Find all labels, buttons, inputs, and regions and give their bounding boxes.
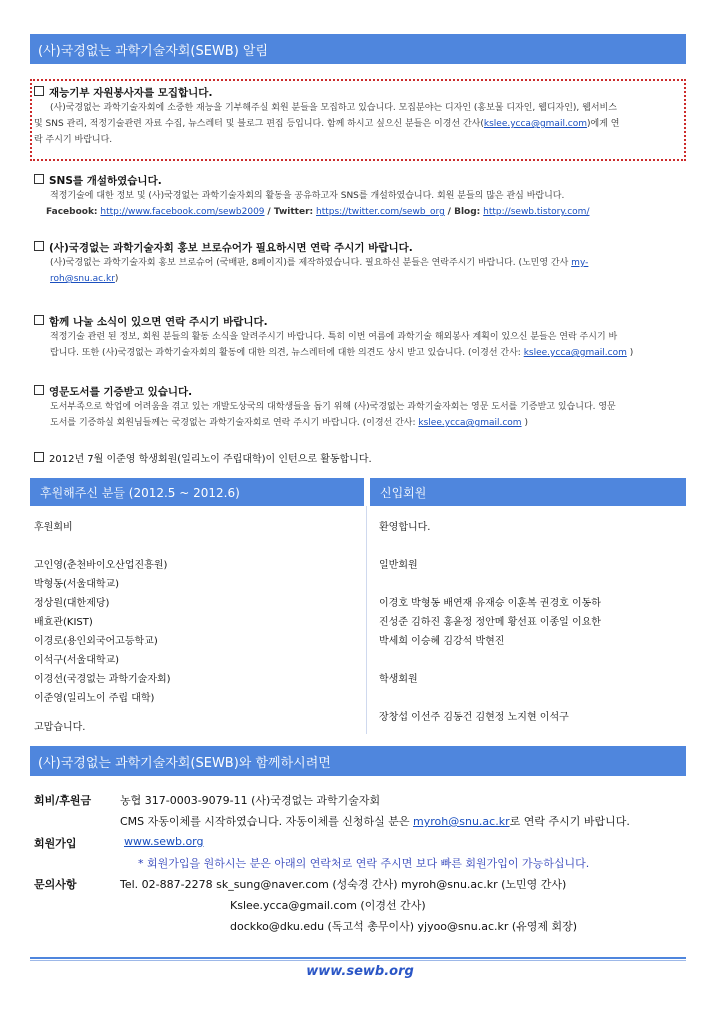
checkbox-icon [34, 385, 44, 395]
notice-title: 재능기부 자원봉사자를 모집합니다. [49, 87, 213, 99]
sponsor-name: 박형동(서울대학교) [34, 579, 120, 590]
notice-intern [34, 452, 684, 467]
notice-title: 영문도서를 기증받고 있습니다. [49, 386, 193, 398]
fee-account: 농협 317-0003-9079-11 (사)국경없는 과학기술자회 [120, 794, 381, 807]
contact-line: dockko@dku.edu (독고석 총무이사) yjyoo@snu.ac.kr (유영제 회장) [230, 920, 578, 933]
cms-text: 로 연락 주시기 바랍니다. [509, 815, 630, 828]
contact-row-2 [34, 897, 684, 917]
regular-members-line: 진성준 김하진 홍윤정 정안메 황선표 이종일 이요한 [379, 617, 601, 628]
sponsors-section-header [30, 478, 364, 506]
signup-row [34, 835, 684, 855]
notice-text: )에게 연 [587, 119, 620, 129]
email-link[interactable]: my- [571, 258, 589, 268]
sponsor-name: 이경선(국경없는 과학기술자회) [34, 674, 171, 685]
notice-text: 적정기술에 대한 정보 및 (사)국경없는 과학기술자회의 활동을 공유하고자 SNS를 개설하였습니다. 회원 분들의 많은 관심 바랍니다. [50, 191, 565, 201]
email-link[interactable]: roh@snu.ac.kr [50, 274, 115, 284]
blog-link[interactable]: http://sewb.tistory.com/ [483, 207, 590, 217]
sponsors-list [34, 518, 354, 737]
column-divider [366, 506, 367, 734]
notice-title: 함께 나눌 소식이 있으면 연락 주시기 바랍니다. [49, 316, 268, 328]
student-members-line: 장창섭 이선주 김동건 김현정 노지현 이석구 [379, 712, 569, 723]
notice-section-header [30, 34, 686, 64]
checkbox-icon [34, 315, 44, 325]
members-section-header [370, 478, 686, 506]
regular-members-line: 박세희 이승혜 김강석 박현진 [379, 636, 505, 647]
checkbox-icon [34, 241, 44, 251]
notice-books [34, 385, 684, 431]
sponsors-heading: 후원회비 [34, 522, 73, 533]
sponsors-thanks: 고맙습니다. [34, 722, 86, 733]
notice-text: 락 주시기 바랍니다. [34, 135, 113, 145]
footer-divider [30, 957, 686, 959]
members-section-title: 신입회원 [380, 485, 427, 500]
notice-text: ) [114, 274, 119, 284]
join-section-title: (사)국경없는 과학기술자회(SEWB)와 함께하시려면 [38, 755, 331, 771]
contact-line: Tel. 02-887-2278 sk_sung@naver.com (성숙경 간사) myroh@snu.ac.kr (노민영 간사) [120, 878, 567, 891]
notice-text: ) [524, 418, 528, 428]
footer-divider-thin [30, 960, 686, 961]
sponsors-section-title: 후원해주신 분들 (2012.5 ~ 2012.6) [40, 485, 240, 500]
contact-row [34, 876, 684, 896]
cms-text: CMS 자동이체를 시작하였습니다. 자동이체를 신청하실 분은 [120, 815, 410, 828]
sponsor-name: 이준영(일리노이 주립 대학) [34, 693, 155, 704]
regular-members-line: 이경호 박형동 배연재 유재승 이훈복 권경호 이동하 [379, 598, 601, 609]
notice-title: (사)국경없는 과학기술자회 홍보 브로슈어가 필요하시면 연락 주시기 바랍니다. [49, 242, 413, 254]
checkbox-icon [34, 86, 44, 96]
notice-section-title: (사)국경없는 과학기술자회(SEWB) 알림 [38, 43, 269, 59]
members-welcome: 환영합니다. [379, 522, 431, 533]
notice-text: (사)국경없는 과학기술자회에 소중한 재능을 기부해주실 회원 분들을 모집하고 있습니다. 모집분야는 디자인 (홍보물 디자인, 웹디자인), 웹서비스 [50, 103, 617, 113]
sponsor-name: 이석구(서울대학교) [34, 655, 120, 666]
notice-sns [34, 174, 684, 220]
notice-text: 도서부족으로 학업에 어려움을 겪고 있는 개발도상국의 대학생들을 돕기 위해 (사)국경없는 과학기술자회는 영문 도서를 기증받고 있습니다. 영문 [50, 402, 616, 412]
signup-note: * 회원가입을 원하시는 분은 아래의 연락처로 연락 주시면 보다 빠른 회원가입이 가능하십니다. [138, 857, 590, 870]
notice-title: SNS를 개설하였습니다. [49, 175, 162, 187]
fee-label: 회비/후원금 [34, 794, 92, 807]
contact-row-3 [34, 918, 684, 938]
email-link[interactable]: kslee.ycca@gmail.com [483, 119, 588, 129]
email-link[interactable]: kslee.ycca@gmail.com [523, 348, 627, 358]
members-list [379, 518, 689, 727]
regular-members-heading: 일반회원 [379, 560, 418, 571]
twitter-label: / Twitter: [267, 207, 314, 217]
notice-text: 도서를 기증하실 회원님들께는 국경없는 과학기술자회로 연락 주시기 바랍니다. (이경선 간사: [50, 418, 416, 428]
facebook-link[interactable]: http://www.facebook.com/sewb2009 [100, 207, 265, 217]
checkbox-icon [34, 174, 44, 184]
footer-url[interactable]: www.sewb.org [306, 964, 414, 979]
signup-link[interactable]: www.sewb.org [124, 835, 204, 848]
notice-volunteer [34, 86, 684, 148]
sponsor-name: 정상원(대한제당) [34, 598, 110, 609]
contact-line: Kslee.ycca@gmail.com (이경선 간사) [230, 899, 426, 912]
signup-label: 회원가입 [34, 837, 77, 850]
join-section-header [30, 746, 686, 776]
sponsor-name: 고인영(춘천바이오산업진흥원) [34, 560, 168, 571]
notice-text: 적정기술 관련 된 정보, 회원 분들의 활동 소식을 알려주시기 바랍니다. 특히 이번 여름에 과학기술 해외봉사 계획이 있으신 분들은 연락 주시기 바 [50, 332, 618, 342]
notice-text: ) [629, 348, 634, 358]
twitter-link[interactable]: https://twitter.com/sewb_org [316, 207, 445, 217]
fee-row [34, 792, 684, 812]
sponsor-name: 배효관(KIST) [34, 617, 93, 628]
cms-email-link[interactable]: myroh@snu.ac.kr [413, 815, 510, 828]
email-link[interactable]: kslee.ycca@gmail.com [418, 418, 522, 428]
cms-row [34, 813, 684, 833]
blog-label: / Blog: [447, 207, 481, 217]
facebook-label: Facebook: [46, 207, 98, 217]
contact-label: 문의사항 [34, 878, 77, 891]
notice-text: 및 SNS 관리, 적정기술관련 자료 수집, 뉴스레터 및 블로그 편집 등입니다. 함께 하시고 싶으신 분들은 이경선 간사( [34, 119, 484, 129]
student-members-heading: 학생회원 [379, 674, 418, 685]
notice-news [34, 315, 684, 361]
notice-text: 랍니다. 또한 (사)국경없는 과학기술자회의 활동에 대한 의견, 뉴스레터에 대한 의견도 상시 받고 있습니다. (이경선 간사: [50, 348, 521, 358]
notice-text: 2012년 7월 이준영 학생회원(일리노이 주립대학)이 인턴으로 활동합니다. [49, 454, 372, 465]
signup-note-row [34, 855, 684, 875]
sponsor-name: 이경로(용인외국어고등학교) [34, 636, 158, 647]
checkbox-icon [34, 452, 44, 462]
notice-text: (사)국경없는 과학기술자회 홍보 브로슈어 (국배판, 8페이지)를 제작하였습니다. 필요하신 분들은 연락주시기 바랍니다. (노민영 간사 [50, 258, 569, 268]
notice-brochure [34, 241, 684, 287]
